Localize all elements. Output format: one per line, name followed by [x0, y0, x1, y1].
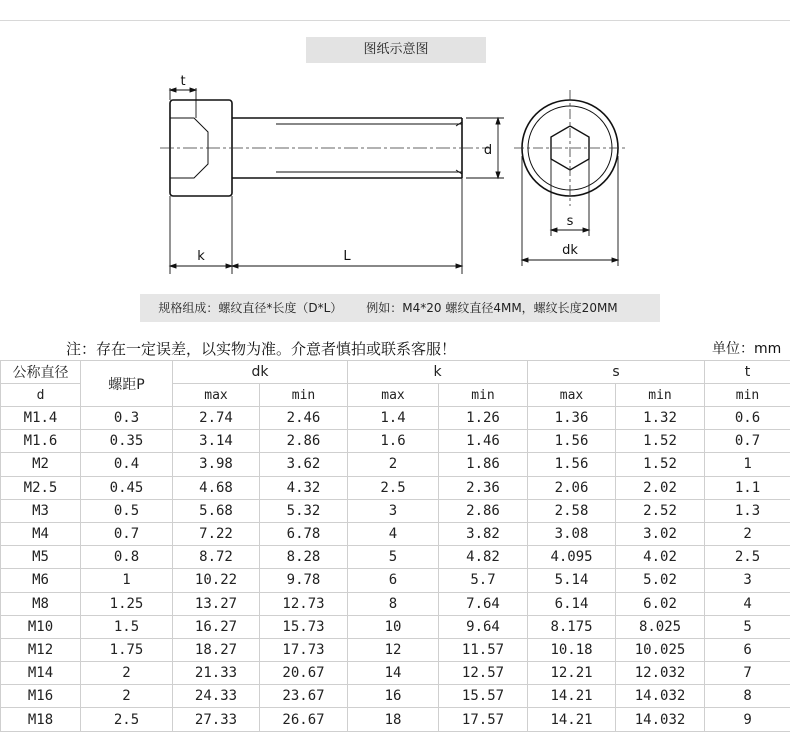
- table-cell: 2.86: [260, 430, 348, 453]
- label-s: s: [566, 214, 574, 229]
- table-cell: 4.32: [260, 476, 348, 499]
- header-dk: dk: [173, 361, 348, 384]
- table-cell: M4: [1, 522, 81, 545]
- table-cell: 2.58: [528, 499, 616, 522]
- table-cell: M2: [1, 453, 81, 476]
- table-row: [1, 708, 790, 731]
- table-row: [1, 638, 790, 661]
- table-cell: 6.78: [260, 522, 348, 545]
- table-cell: 12.73: [260, 592, 348, 615]
- table-cell: 4.68: [173, 476, 260, 499]
- header-dk-min: min: [260, 384, 348, 407]
- table-cell: 16.27: [173, 615, 260, 638]
- label-k: k: [197, 249, 205, 264]
- table-cell: 3.08: [528, 522, 616, 545]
- table-cell: 9.78: [260, 569, 348, 592]
- table-body: [1, 407, 790, 732]
- table-cell: 6.02: [616, 592, 705, 615]
- table-cell: 6.14: [528, 592, 616, 615]
- label-t: t: [180, 74, 186, 89]
- table-cell: 4.82: [439, 546, 528, 569]
- table-cell: 1: [705, 453, 790, 476]
- table-cell: 3.14: [173, 430, 260, 453]
- table-cell: 6: [348, 569, 439, 592]
- table-row: [1, 685, 790, 708]
- table-cell: 0.45: [81, 476, 173, 499]
- header-t: t: [705, 361, 790, 384]
- table-cell: 0.4: [81, 453, 173, 476]
- spec-example: 例如：M4*20 螺纹直径4MM，螺纹长度20MM: [366, 301, 618, 315]
- table-cell: 8.28: [260, 546, 348, 569]
- table-cell: 1.52: [616, 430, 705, 453]
- table-cell: 1.75: [81, 638, 173, 661]
- table-row: [1, 522, 790, 545]
- drawing-title: 图纸示意图: [306, 37, 486, 63]
- table-cell: 1.5: [81, 615, 173, 638]
- table-cell: 7.64: [439, 592, 528, 615]
- table-cell: 1.56: [528, 453, 616, 476]
- header-pitch: 螺距P: [81, 361, 173, 407]
- table-cell: 18: [348, 708, 439, 731]
- table-cell: 14: [348, 662, 439, 685]
- table-row: [1, 476, 790, 499]
- table-cell: 5.32: [260, 499, 348, 522]
- table-cell: 2.5: [81, 708, 173, 731]
- table-cell: 12.57: [439, 662, 528, 685]
- table-cell: 9.64: [439, 615, 528, 638]
- header-t-min: min: [705, 384, 790, 407]
- table-cell: 14.032: [616, 708, 705, 731]
- unit-label: 单位：mm: [712, 341, 782, 357]
- table-cell: 8.175: [528, 615, 616, 638]
- table-cell: 0.8: [81, 546, 173, 569]
- table-cell: 20.67: [260, 662, 348, 685]
- table-cell: 17.57: [439, 708, 528, 731]
- table-cell: 1: [81, 569, 173, 592]
- table-cell: 26.67: [260, 708, 348, 731]
- table-cell: 3.62: [260, 453, 348, 476]
- table-cell: 2.02: [616, 476, 705, 499]
- spec-composition-box: [140, 294, 660, 322]
- table-row: [1, 430, 790, 453]
- table-cell: 14.032: [616, 685, 705, 708]
- table-cell: 12.21: [528, 662, 616, 685]
- table-cell: 1.36: [528, 407, 616, 430]
- table-cell: 23.67: [260, 685, 348, 708]
- table-cell: 3: [348, 499, 439, 522]
- table-row: [1, 569, 790, 592]
- table-cell: M6: [1, 569, 81, 592]
- screw-drawing: [0, 60, 790, 290]
- table-cell: 0.3: [81, 407, 173, 430]
- table-cell: 14.21: [528, 685, 616, 708]
- disclaimer-note: 注：存在一定误差，以实物为准。介意者慎拍或联系客服！: [66, 340, 457, 358]
- top-divider: [0, 20, 790, 21]
- table-cell: 11.57: [439, 638, 528, 661]
- table-cell: 5.14: [528, 569, 616, 592]
- table-cell: 1.52: [616, 453, 705, 476]
- table-cell: 7: [705, 662, 790, 685]
- table-cell: 13.27: [173, 592, 260, 615]
- table-cell: 0.35: [81, 430, 173, 453]
- table-cell: M1.4: [1, 407, 81, 430]
- table-cell: M12: [1, 638, 81, 661]
- header-dk-max: max: [173, 384, 260, 407]
- table-cell: 2.52: [616, 499, 705, 522]
- table-cell: M10: [1, 615, 81, 638]
- table-cell: 10.22: [173, 569, 260, 592]
- table-cell: M8: [1, 592, 81, 615]
- table-cell: 5: [705, 615, 790, 638]
- table-row: [1, 615, 790, 638]
- table-row: [1, 592, 790, 615]
- table-cell: 3: [705, 569, 790, 592]
- table-cell: 9: [705, 708, 790, 731]
- table-cell: M5: [1, 546, 81, 569]
- table-cell: 2: [81, 662, 173, 685]
- table-cell: 5.68: [173, 499, 260, 522]
- header-s: s: [528, 361, 705, 384]
- table-cell: 4.02: [616, 546, 705, 569]
- spec-composition: 规格组成：螺纹直径*长度（D*L）: [158, 301, 343, 315]
- table-cell: 2.5: [348, 476, 439, 499]
- table-cell: 10: [348, 615, 439, 638]
- table-cell: 24.33: [173, 685, 260, 708]
- table-cell: 6: [705, 638, 790, 661]
- label-d: d: [483, 143, 493, 158]
- table-cell: 3.98: [173, 453, 260, 476]
- table-cell: 2.5: [705, 546, 790, 569]
- header-k-min: min: [439, 384, 528, 407]
- table-cell: 0.7: [81, 522, 173, 545]
- table-cell: 14.21: [528, 708, 616, 731]
- table-cell: 4: [705, 592, 790, 615]
- table-cell: 0.6: [705, 407, 790, 430]
- dimension-table: [0, 360, 790, 732]
- table-cell: 10.025: [616, 638, 705, 661]
- table-cell: 1.6: [348, 430, 439, 453]
- table-cell: 5.02: [616, 569, 705, 592]
- table-cell: 18.27: [173, 638, 260, 661]
- table-cell: 4.095: [528, 546, 616, 569]
- table-cell: 1.32: [616, 407, 705, 430]
- table-cell: 1.3: [705, 499, 790, 522]
- table-cell: 2: [348, 453, 439, 476]
- table-cell: 8: [348, 592, 439, 615]
- table-cell: 4: [348, 522, 439, 545]
- table-row: [1, 407, 790, 430]
- table-cell: 10.18: [528, 638, 616, 661]
- table-row: [1, 546, 790, 569]
- table-cell: 2.46: [260, 407, 348, 430]
- header-k-max: max: [348, 384, 439, 407]
- table-cell: 2.36: [439, 476, 528, 499]
- table-cell: M2.5: [1, 476, 81, 499]
- table-row: [1, 453, 790, 476]
- table-cell: 7.22: [173, 522, 260, 545]
- table-cell: 12: [348, 638, 439, 661]
- table-cell: 8.025: [616, 615, 705, 638]
- table-cell: 16: [348, 685, 439, 708]
- table-cell: M1.6: [1, 430, 81, 453]
- table-cell: 3.82: [439, 522, 528, 545]
- table-cell: 1.46: [439, 430, 528, 453]
- header-nominal-diameter: 公称直径: [1, 361, 81, 384]
- table-row: [1, 499, 790, 522]
- label-dk: dk: [562, 243, 578, 258]
- table-cell: 2: [705, 522, 790, 545]
- header-s-max: max: [528, 384, 616, 407]
- table-cell: 17.73: [260, 638, 348, 661]
- table-cell: 3.02: [616, 522, 705, 545]
- table-cell: 2.74: [173, 407, 260, 430]
- table-cell: M18: [1, 708, 81, 731]
- table-cell: 12.032: [616, 662, 705, 685]
- header-s-min: min: [616, 384, 705, 407]
- table-cell: 15.57: [439, 685, 528, 708]
- table-cell: M3: [1, 499, 81, 522]
- table-row: [1, 662, 790, 685]
- table-cell: 1.1: [705, 476, 790, 499]
- table-cell: 5.7: [439, 569, 528, 592]
- table-cell: 27.33: [173, 708, 260, 731]
- table-cell: 0.7: [705, 430, 790, 453]
- table-cell: 1.26: [439, 407, 528, 430]
- table-cell: 0.5: [81, 499, 173, 522]
- table-cell: M16: [1, 685, 81, 708]
- table-cell: M14: [1, 662, 81, 685]
- header-d: d: [1, 384, 81, 407]
- table-cell: 1.86: [439, 453, 528, 476]
- table-cell: 1.4: [348, 407, 439, 430]
- table-cell: 1.56: [528, 430, 616, 453]
- table-cell: 21.33: [173, 662, 260, 685]
- table-cell: 1.25: [81, 592, 173, 615]
- table-cell: 8: [705, 685, 790, 708]
- table-cell: 2.06: [528, 476, 616, 499]
- table-cell: 5: [348, 546, 439, 569]
- table-cell: 2: [81, 685, 173, 708]
- table-cell: 2.86: [439, 499, 528, 522]
- header-k: k: [348, 361, 528, 384]
- label-L: L: [343, 249, 351, 264]
- table-cell: 8.72: [173, 546, 260, 569]
- table-cell: 15.73: [260, 615, 348, 638]
